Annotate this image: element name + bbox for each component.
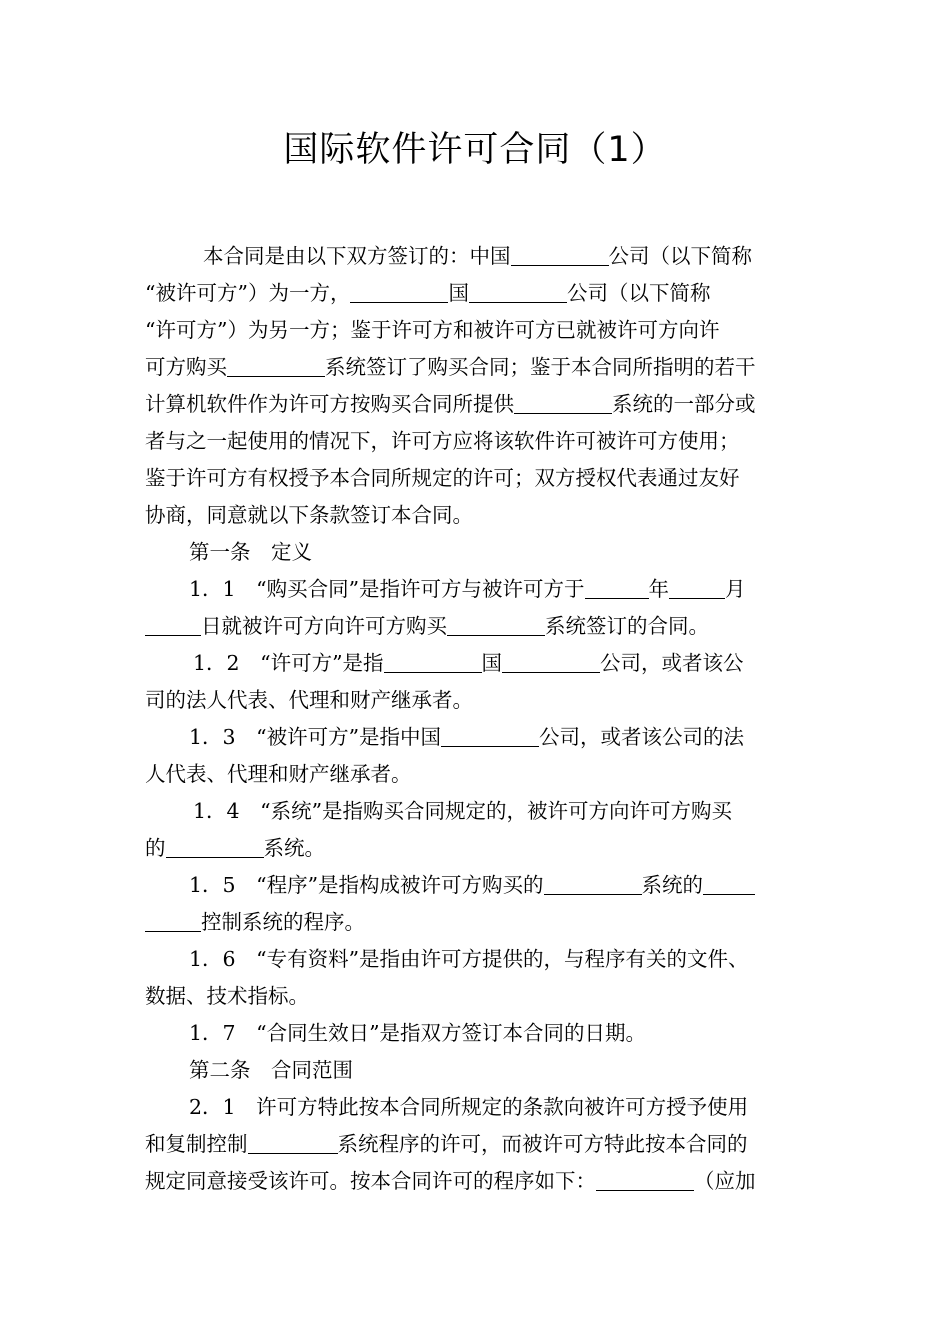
clause-line: 1．7 “合同生效日”是指双方签订本合同的日期。 <box>189 1021 647 1045</box>
paragraph-line <box>145 386 810 423</box>
text: 1．1 “购买合同”是指许可方与被许可方于 <box>189 577 585 601</box>
blank-line <box>441 724 539 747</box>
paragraph-line <box>145 349 810 386</box>
blank-line <box>447 613 545 636</box>
text: 的 <box>145 836 166 860</box>
article-heading: 第二条 合同范围 <box>189 1058 353 1082</box>
text: 公司（以下简称 <box>566 281 711 305</box>
text: 系统签订了购买合同；鉴于本合同所指明的若干 <box>325 355 756 379</box>
document-title: 国际软件许可合同（1） <box>283 130 667 170</box>
document-body <box>145 238 810 1200</box>
blank-line <box>585 576 649 599</box>
clause-line: 1．4 “系统”是指购买合同规定的，被许可方向许可方购买 <box>193 799 733 823</box>
blank-line <box>511 243 609 266</box>
text: 控制系统的程序。 <box>201 910 365 934</box>
text: 规定同意接受该许可。按本合同许可的程序如下： <box>145 1169 596 1193</box>
text: 系统的一部分或 <box>612 392 756 416</box>
blank-line <box>669 576 725 599</box>
text: 公司，或者该公 <box>600 651 744 675</box>
text: 系统程序的许可，而被许可方特此按本合同的 <box>337 1132 748 1156</box>
paragraph-line: 者与之一起使用的情况下，许可方应将该软件许可被许可方使用； <box>145 429 740 453</box>
text: 计算机软件作为许可方按购买合同所提供 <box>145 392 514 416</box>
paragraph-line <box>145 275 810 312</box>
text: 日就被许可方向许可方购买 <box>201 614 447 638</box>
clause-line: 司的法人代表、代理和财产继承者。 <box>145 688 473 712</box>
text: 国 <box>481 651 503 675</box>
blank-line <box>703 872 755 895</box>
text: 年 <box>648 577 670 601</box>
blank-line <box>384 650 482 673</box>
clause-line: 人代表、代理和财产继承者。 <box>145 762 412 786</box>
clause-line <box>145 608 810 645</box>
text: 本合同是由以下双方签订的：中国 <box>203 244 511 268</box>
clause-line <box>145 1126 810 1163</box>
text: 系统。 <box>263 836 325 860</box>
text: 公司（以下简称 <box>608 244 752 268</box>
clause-line: 数据、技术指标。 <box>145 984 309 1008</box>
blank-line <box>469 280 567 303</box>
blank-line <box>596 1168 694 1191</box>
text: （应加 <box>694 1169 756 1193</box>
paragraph-line: 鉴于许可方有权授予本合同所规定的许可；双方授权代表通过友好 <box>145 466 740 490</box>
text: 公司，或者该公司的法 <box>539 725 745 749</box>
clause-line <box>145 830 810 867</box>
clause-line <box>145 719 810 756</box>
text: 系统的 <box>641 873 704 897</box>
text: 1．2 “许可方”是指 <box>193 651 384 675</box>
clause-line: 2．1 许可方特此按本合同所规定的条款向被许可方授予使用 <box>189 1095 749 1119</box>
clause-line <box>145 645 810 682</box>
blank-line <box>350 280 448 303</box>
blank-line <box>514 391 612 414</box>
text: 可方购买 <box>145 355 227 379</box>
text: 1．5 “程序”是指构成被许可方购买的 <box>189 873 544 897</box>
blank-line <box>502 650 600 673</box>
paragraph-line: “许可方”）为另一方；鉴于许可方和被许可方已就被许可方向许 <box>145 318 720 342</box>
clause-line <box>145 867 810 904</box>
blank-line <box>145 613 201 636</box>
clause-line <box>145 571 810 608</box>
text: 系统签订的合同。 <box>545 614 709 638</box>
clause-line: 1．6 “专有资料”是指由许可方提供的，与程序有关的文件、 <box>189 947 749 971</box>
text: 1．3 “被许可方”是指中国 <box>189 725 442 749</box>
blank-line <box>166 835 264 858</box>
paragraph-line: 协商，同意就以下条款签订本合同。 <box>145 503 473 527</box>
blank-line <box>227 354 325 377</box>
text: 月 <box>725 577 746 601</box>
blank-line <box>248 1131 338 1154</box>
blank-line <box>544 872 642 895</box>
text: 国 <box>448 281 469 305</box>
clause-line <box>145 904 810 941</box>
blank-line <box>145 909 201 932</box>
text: 和复制控制 <box>145 1132 248 1156</box>
text: “被许可方”）为一方， <box>145 281 351 305</box>
clause-line <box>145 1163 810 1200</box>
article-heading: 第一条 定义 <box>189 540 312 564</box>
paragraph-line <box>145 238 810 275</box>
